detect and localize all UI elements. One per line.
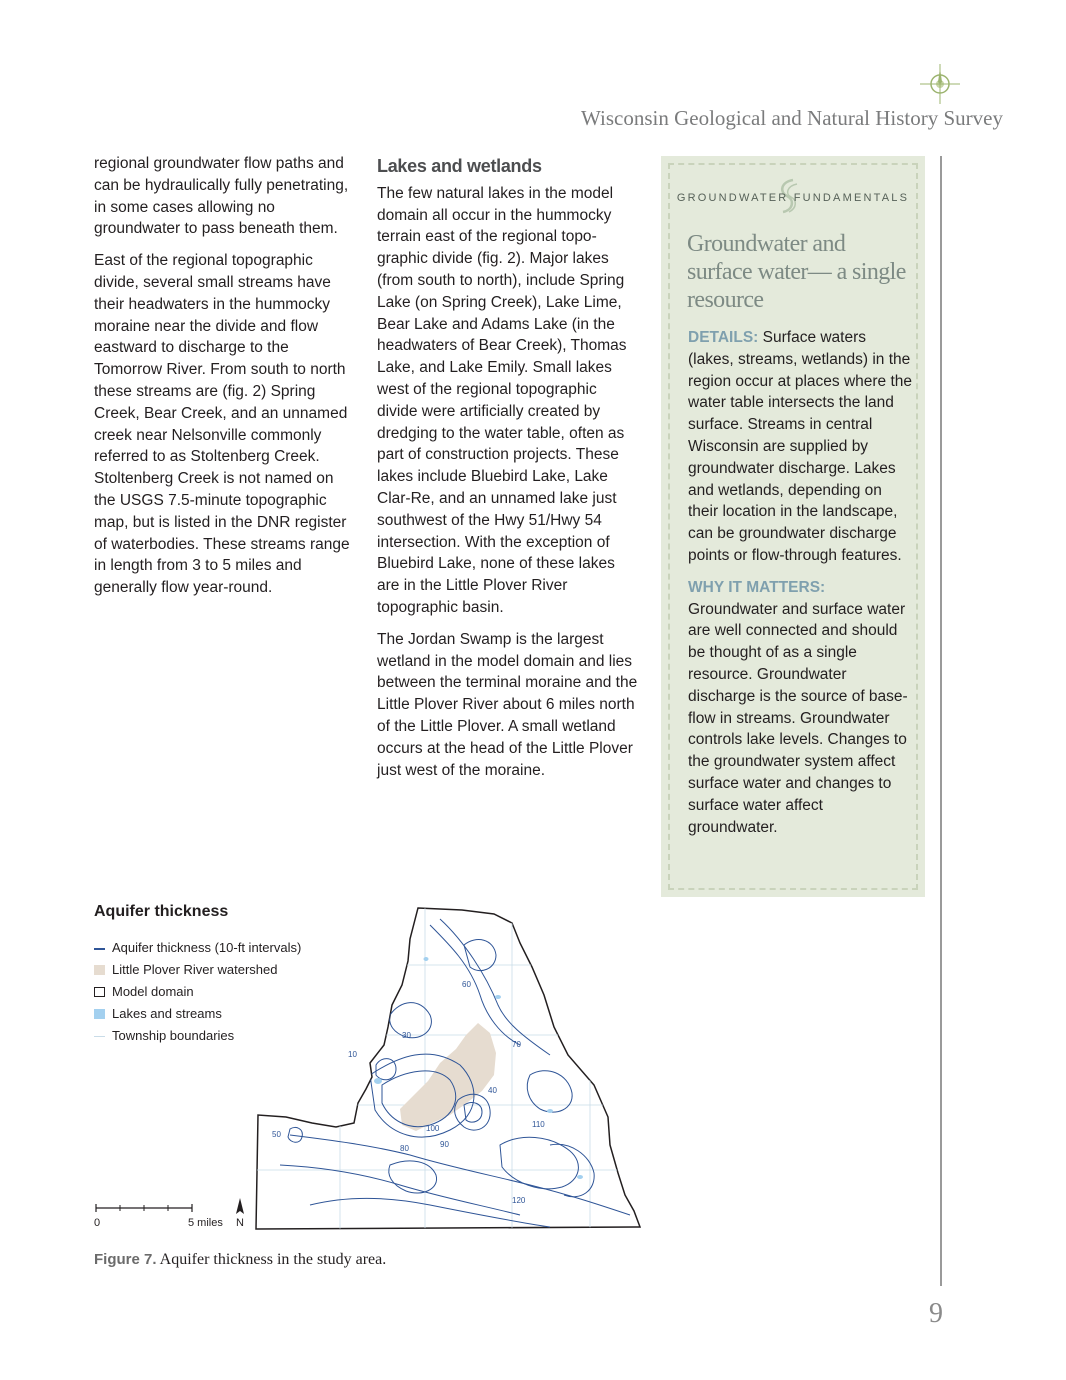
details-label: DETAILS:: [688, 329, 759, 346]
legend-item-lakes-streams: Lakes and streams: [94, 1004, 301, 1026]
legend-item-aquifer-thickness: Aquifer thickness (10-ft intervals): [94, 938, 301, 960]
page-number: 9: [929, 1298, 943, 1329]
domain-box-icon: [94, 987, 105, 997]
legend-item-township: Township boundaries: [94, 1026, 301, 1048]
contour-label: 50: [272, 1130, 281, 1139]
contour-label: 30: [402, 1031, 411, 1040]
paragraph: The Jordan Swamp is the largest wetland in the model domain and lies between the terminal moraine and the Little Plover River about 6 miles north of the Little Plover. A small wetland occurs at the head of the Little Plover just west of the moraine.: [377, 630, 638, 779]
aquifer-thickness-map: [250, 905, 645, 1235]
text-column-1: [94, 153, 358, 609]
caption-text: Aquifer thickness in the study area.: [159, 1251, 387, 1268]
township-line-icon: [94, 1036, 105, 1037]
legend-item-model-domain: Model domain: [94, 982, 301, 1004]
contour-label: 120: [512, 1196, 526, 1205]
section-heading: Lakes and wetlands: [377, 156, 542, 176]
contour-label: 80: [400, 1144, 409, 1153]
groundwater-fundamentals-sidebar: [661, 156, 925, 897]
figure-title: Aquifer thickness: [94, 903, 229, 920]
watershed-swatch-icon: [94, 965, 105, 975]
sidebar-body: [688, 327, 914, 848]
paragraph: The few natural lakes in the model domain all occur in the hummocky terrain east of the regional topographic divide (fig. 2). Major lakes (from south to north), include Spring Lake (on Spring Creek), Lake Lime, Bear Lake and Adams Lake (in the headwaters of Bear Creek), Thomas Lake, and Lake Emily. Small lakes west of the regional topographic divide were artificially created by dredging to the water table, often as part of construction projects. These lakes include Bluebird Lake, Lake Clar-Re, and an unnamed lake just southwest of the Hwy 51/Hwy 54 intersection. With the exception of Bluebird Lake, none of these lakes are in the Little Plover River topographic basin.: [377, 184, 627, 616]
sidebar-title: Groundwater and surface water— a single resource: [687, 231, 906, 313]
figure-caption: [94, 1251, 386, 1269]
scale-end: 5 miles: [188, 1217, 223, 1229]
text-column-2: [377, 156, 641, 791]
caption-label: Figure 7.: [94, 1251, 157, 1268]
publication-title: Wisconsin Geological and Natural History Survey: [581, 106, 1003, 130]
sidebar-kicker: GROUNDWATER FUNDAMENTALS: [676, 192, 910, 204]
legend-item-watershed: Little Plover River watershed: [94, 960, 301, 982]
lakes-swatch-icon: [94, 1009, 105, 1019]
contour-label: 100: [426, 1124, 440, 1133]
contour-label: 70: [512, 1040, 521, 1049]
contour-label: 10: [348, 1050, 357, 1059]
paragraph: East of the regional topographic divide, several small streams have their headwaters in the hummocky moraine near the divide and flow eastward to discharge to the Tomorrow River. From south to north these streams are (fig. 2) Spring Creek, Bear Creek, and an unnamed creek near Nelsonville commonly referred to as Stoltenberg Creek. Stoltenberg Creek is not named on the USGS 7.5-minute topographic map, but is listed in the DNR register of waterbodies. These streams range in length from 3 to 5 miles and generally flow year-round.: [94, 252, 350, 597]
contour-label: 110: [532, 1120, 545, 1129]
contour-label: 40: [488, 1086, 497, 1095]
why-it-matters-label: WHY IT MATTERS:: [688, 578, 826, 596]
compass-icon: [918, 62, 962, 106]
scale-start: 0: [94, 1217, 101, 1229]
contour-label: 60: [462, 980, 471, 989]
why-it-matters-text: Groundwater and surface water are well connected and should be thought of as a single resource. Groundwater discharge is the source of baseflow in streams. Groundwater controls lake levels. Changes to the groundwater system affect surface water and changes to surface water affect groundwater.: [688, 600, 908, 836]
contour-line-icon: [94, 948, 105, 950]
north-arrow-icon: [236, 1198, 244, 1214]
paragraph: regional groundwater flow paths and can be hydraulically fully penetrating, in some cases allowing no groundwater to pass beneath them.: [94, 155, 349, 238]
contour-label: 90: [440, 1140, 449, 1149]
vertical-rule: [940, 156, 942, 1286]
details-text: Surface waters (lakes, streams, wetlands) in the region occur at places where the water table intersects the land surface. Streams in central Wisconsin are supplied by groundwater discharge. Lakes and wetlands, depending on their location in the landscape, can be groundwater discharge points or flow-through features.: [688, 329, 913, 564]
north-label: N: [236, 1217, 244, 1229]
